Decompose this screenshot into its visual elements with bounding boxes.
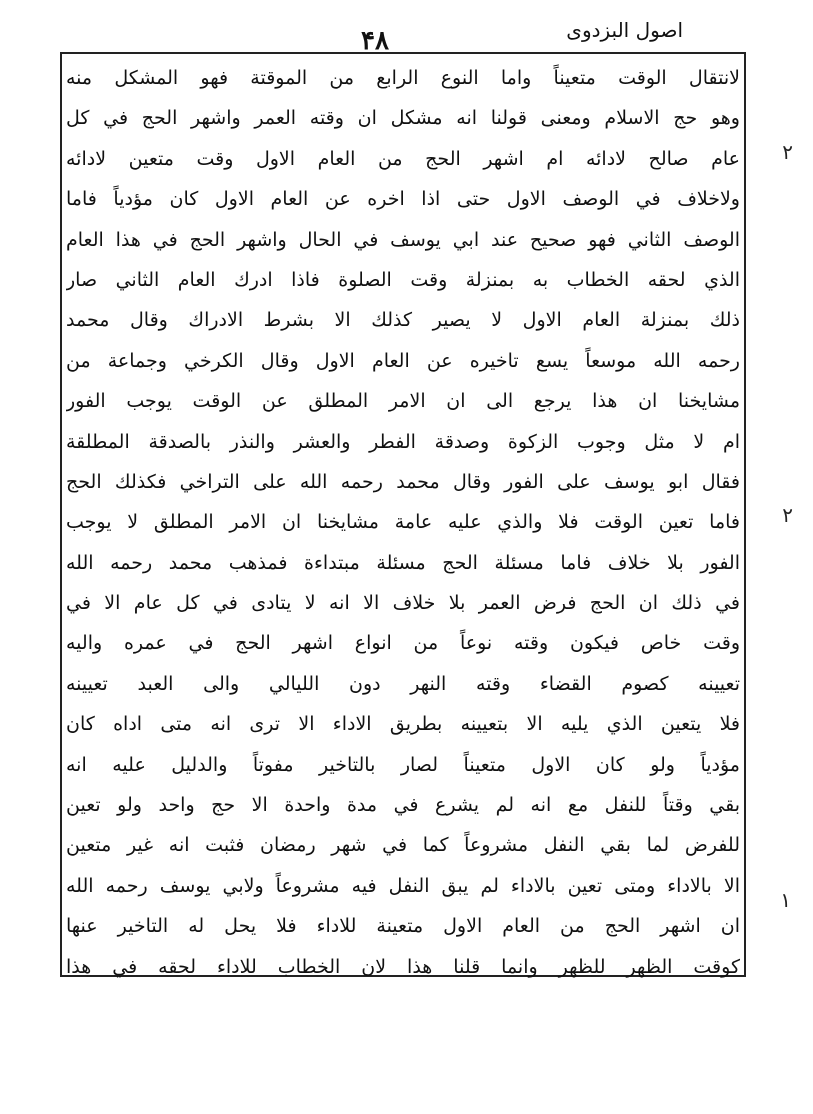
text-line: الا بالاداء ومتى تعين بالاداء لم يبق النفل فيه مشروعاً ولابي يوسف رحمه الله [66,874,740,897]
text-line: ام لا مثل وجوب الزكوة وصدقة الفطر والعشر والنذر بالصدقة المطلقة [66,430,740,453]
text-line: وقت خاص فيكون وقته نوعاً من انواع اشهر الحج في عمره واليه [66,632,740,655]
text-line: للفرض لما بقي النفل مشروعاً كما في شهر رمضان فثبت انه غير متعين [66,834,740,857]
margin-note-mark: ۲ [782,503,793,527]
body-text [66,58,740,987]
page-number: ۴۸ [361,26,389,56]
text-line: في ذلك ان الحج فرض العمر بلا خلاف الا انه لا يتادى في كل عام الا في [66,592,740,615]
text-line: مشايخنا ان هذا يرجع الى ان الامر المطلق عن الوقت يوجب الفور [66,390,740,413]
text-line: الفور بلا خلاف فاما مسئلة الحج مسئلة مبتداءة فمذهب محمد رحمه الله [66,551,740,574]
text-line: بقي وقتاً للنفل مع انه لم يشرع في مدة واحدة الا حج واحد ولو تعين [66,794,740,817]
running-header-title: اصول البزدوی [566,18,683,42]
text-line: الذي لحقه الخطاب به بمنزلة وقت الصلوة فاذا ادرك العام الثاني صار [66,268,740,291]
text-line: فاما تعين الوقت فلا والذي عليه عامة مشايخنا ان الامر المطلق لا يوجب [66,511,740,534]
text-line: لانتقال الوقت متعيناً واما النوع الرابع من الموقتة فهو المشكل منه [66,67,740,89]
text-line: فقال ابو يوسف على الفور وقال محمد رحمه الله على التراخي فكذلك الحج [66,470,740,493]
margin-note-mark: ۲ [782,140,793,164]
text-line: رحمه الله موسعاً يسع تاخيره عن العام الاول وقال الكرخي وجماعة من [66,349,740,372]
text-line: عام صالح لادائه ام اشهر الحج من العام الاول وقت متعين لادائه [66,147,740,170]
text-line: فلا يتعين الذي يليه الا بتعيينه بطريق الاداء الا ترى انه متى اداه كان [66,713,740,736]
margin-note-mark: ۱ [780,888,791,912]
text-line: ان اشهر الحج من العام الاول متعينة للاداء فلا يحل له التاخير عنها [66,915,740,938]
text-line: كوقت الظهر للظهر وانما قلنا هذا لان الخطاب للاداء لحقه في هذا [66,955,740,978]
text-line: الوصف الثاني فهو صحيح عند ابي يوسف في الحال واشهر الحج في هذا العام [66,228,740,251]
text-line: ولاخلاف في الوصف الاول حتى اذا اخره عن العام الاول كان مؤدياً فاما [66,188,740,211]
text-line: مؤدياً ولو كان الاول متعيناً لصار بالتاخير مفوتاً والدليل عليه انه [66,753,740,776]
text-line: ذلك بمنزلة العام الاول لا يصير كذلك الا بشرط الادراك وقال محمد [66,309,740,332]
text-line: تعيينه كصوم القضاء وقته النهر دون الليالي والى العبد تعيينه [66,672,740,695]
text-line: وهو حج الاسلام ومعنى قولنا انه مشكل ان وقته العمر واشهر الحج في كل [66,107,740,130]
